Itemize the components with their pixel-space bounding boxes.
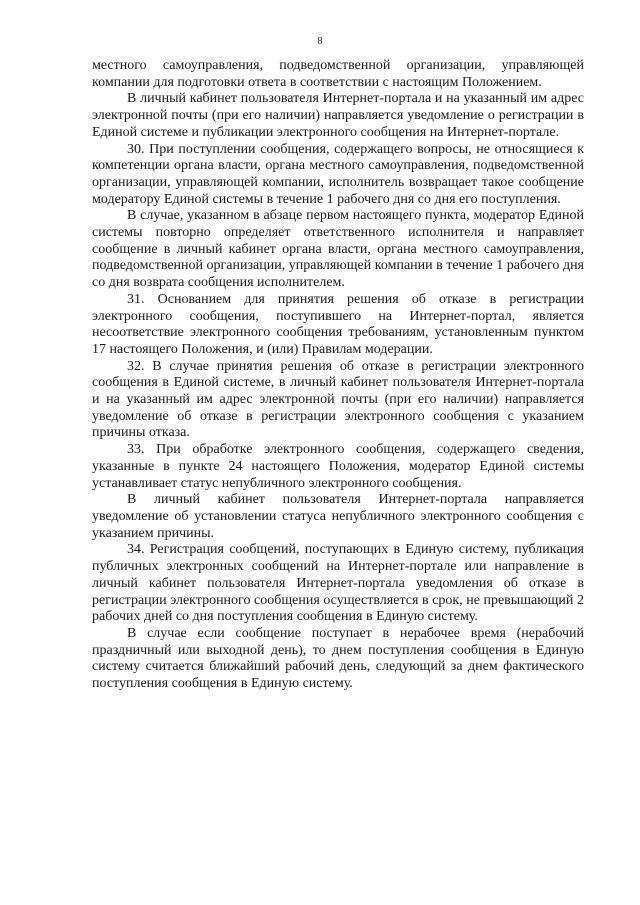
paragraph-item-33: 33. При обработке электронного сообщения, содержащего сведения, указанные в пункте 24 настоящего Положения, модератор Единой системы устанавливает статус непубличного электронного сообщения. — [92, 442, 584, 491]
paragraph: В личный кабинет пользователя Интернет-портала и на указанный им адрес электронной почты (при его наличии) направляется уведомление о регистрации в Единой системе и публикации электронного сообщения на Интернет-портале. — [92, 91, 584, 140]
paragraph: В случае, указанном в абзаце первом настоящего пункта, модератор Единой системы повторно определяет ответственного исполнителя и направляет сообщение в личный кабинет органа власти, органа местного самоуправления, подведомственной организации, управляющей компании в течение 1 рабочего дня со дня возврата сообщения исполнителем. — [92, 208, 584, 291]
page-number: 8 — [317, 36, 323, 47]
paragraph-item-34: 34. Регистрация сообщений, поступающих в Единую систему, публикация публичных электронных сообщений на Интернет-портале или направление в личный кабинет пользователя Интернет-портала уведомления об отказе в регистрации электронного сообщения осуществляется в срок, не превышающий 2 рабочих дней со дня поступления сообщения в Единую систему. — [92, 542, 584, 625]
paragraph-item-30: 30. При поступлении сообщения, содержащего вопросы, не относящиеся к компетенции органа власти, органа местного самоуправления, подведомственной организации, управляющей компании, исполнитель возвращает такое сообщение модератору Единой системы в течение 1 рабочего дня со дня его поступления. — [92, 141, 584, 207]
paragraph: В случае если сообщение поступает в нерабочее время (нерабочий праздничный или выходной день), то днем поступления сообщения в Единую систему считается ближайший рабочий день, следующий за днем фактического поступления сообщения в Единую систему. — [92, 625, 584, 692]
paragraph-item-32: 32. В случае принятия решения об отказе в регистрации электронного сообщения в Единой системе, в личный кабинет пользователя Интернет-портала и на указанный им адрес электронной почты (при его наличии) направляется уведомление об отказе в регистрации электронного сообщения с указанием причины отказа. — [92, 358, 584, 441]
paragraph: местного самоуправления, подведомственной организации, управляющей компании для подготовки ответа в соответствии с настоящим Положением. — [92, 58, 584, 90]
document-body — [92, 58, 584, 693]
paragraph: В личный кабинет пользователя Интернет-портала направляется уведомление об установлении статуса непубличного электронного сообщения с указанием причины. — [92, 492, 584, 541]
paragraph-item-31: 31. Основанием для принятия решения об отказе в регистрации электронного сообщения, поступившего на Интернет-портал, является несоответствие электронного сообщения требованиям, установленным пунктом 17 настоящего Положения, и (или) Правилам модерации. — [92, 291, 584, 357]
